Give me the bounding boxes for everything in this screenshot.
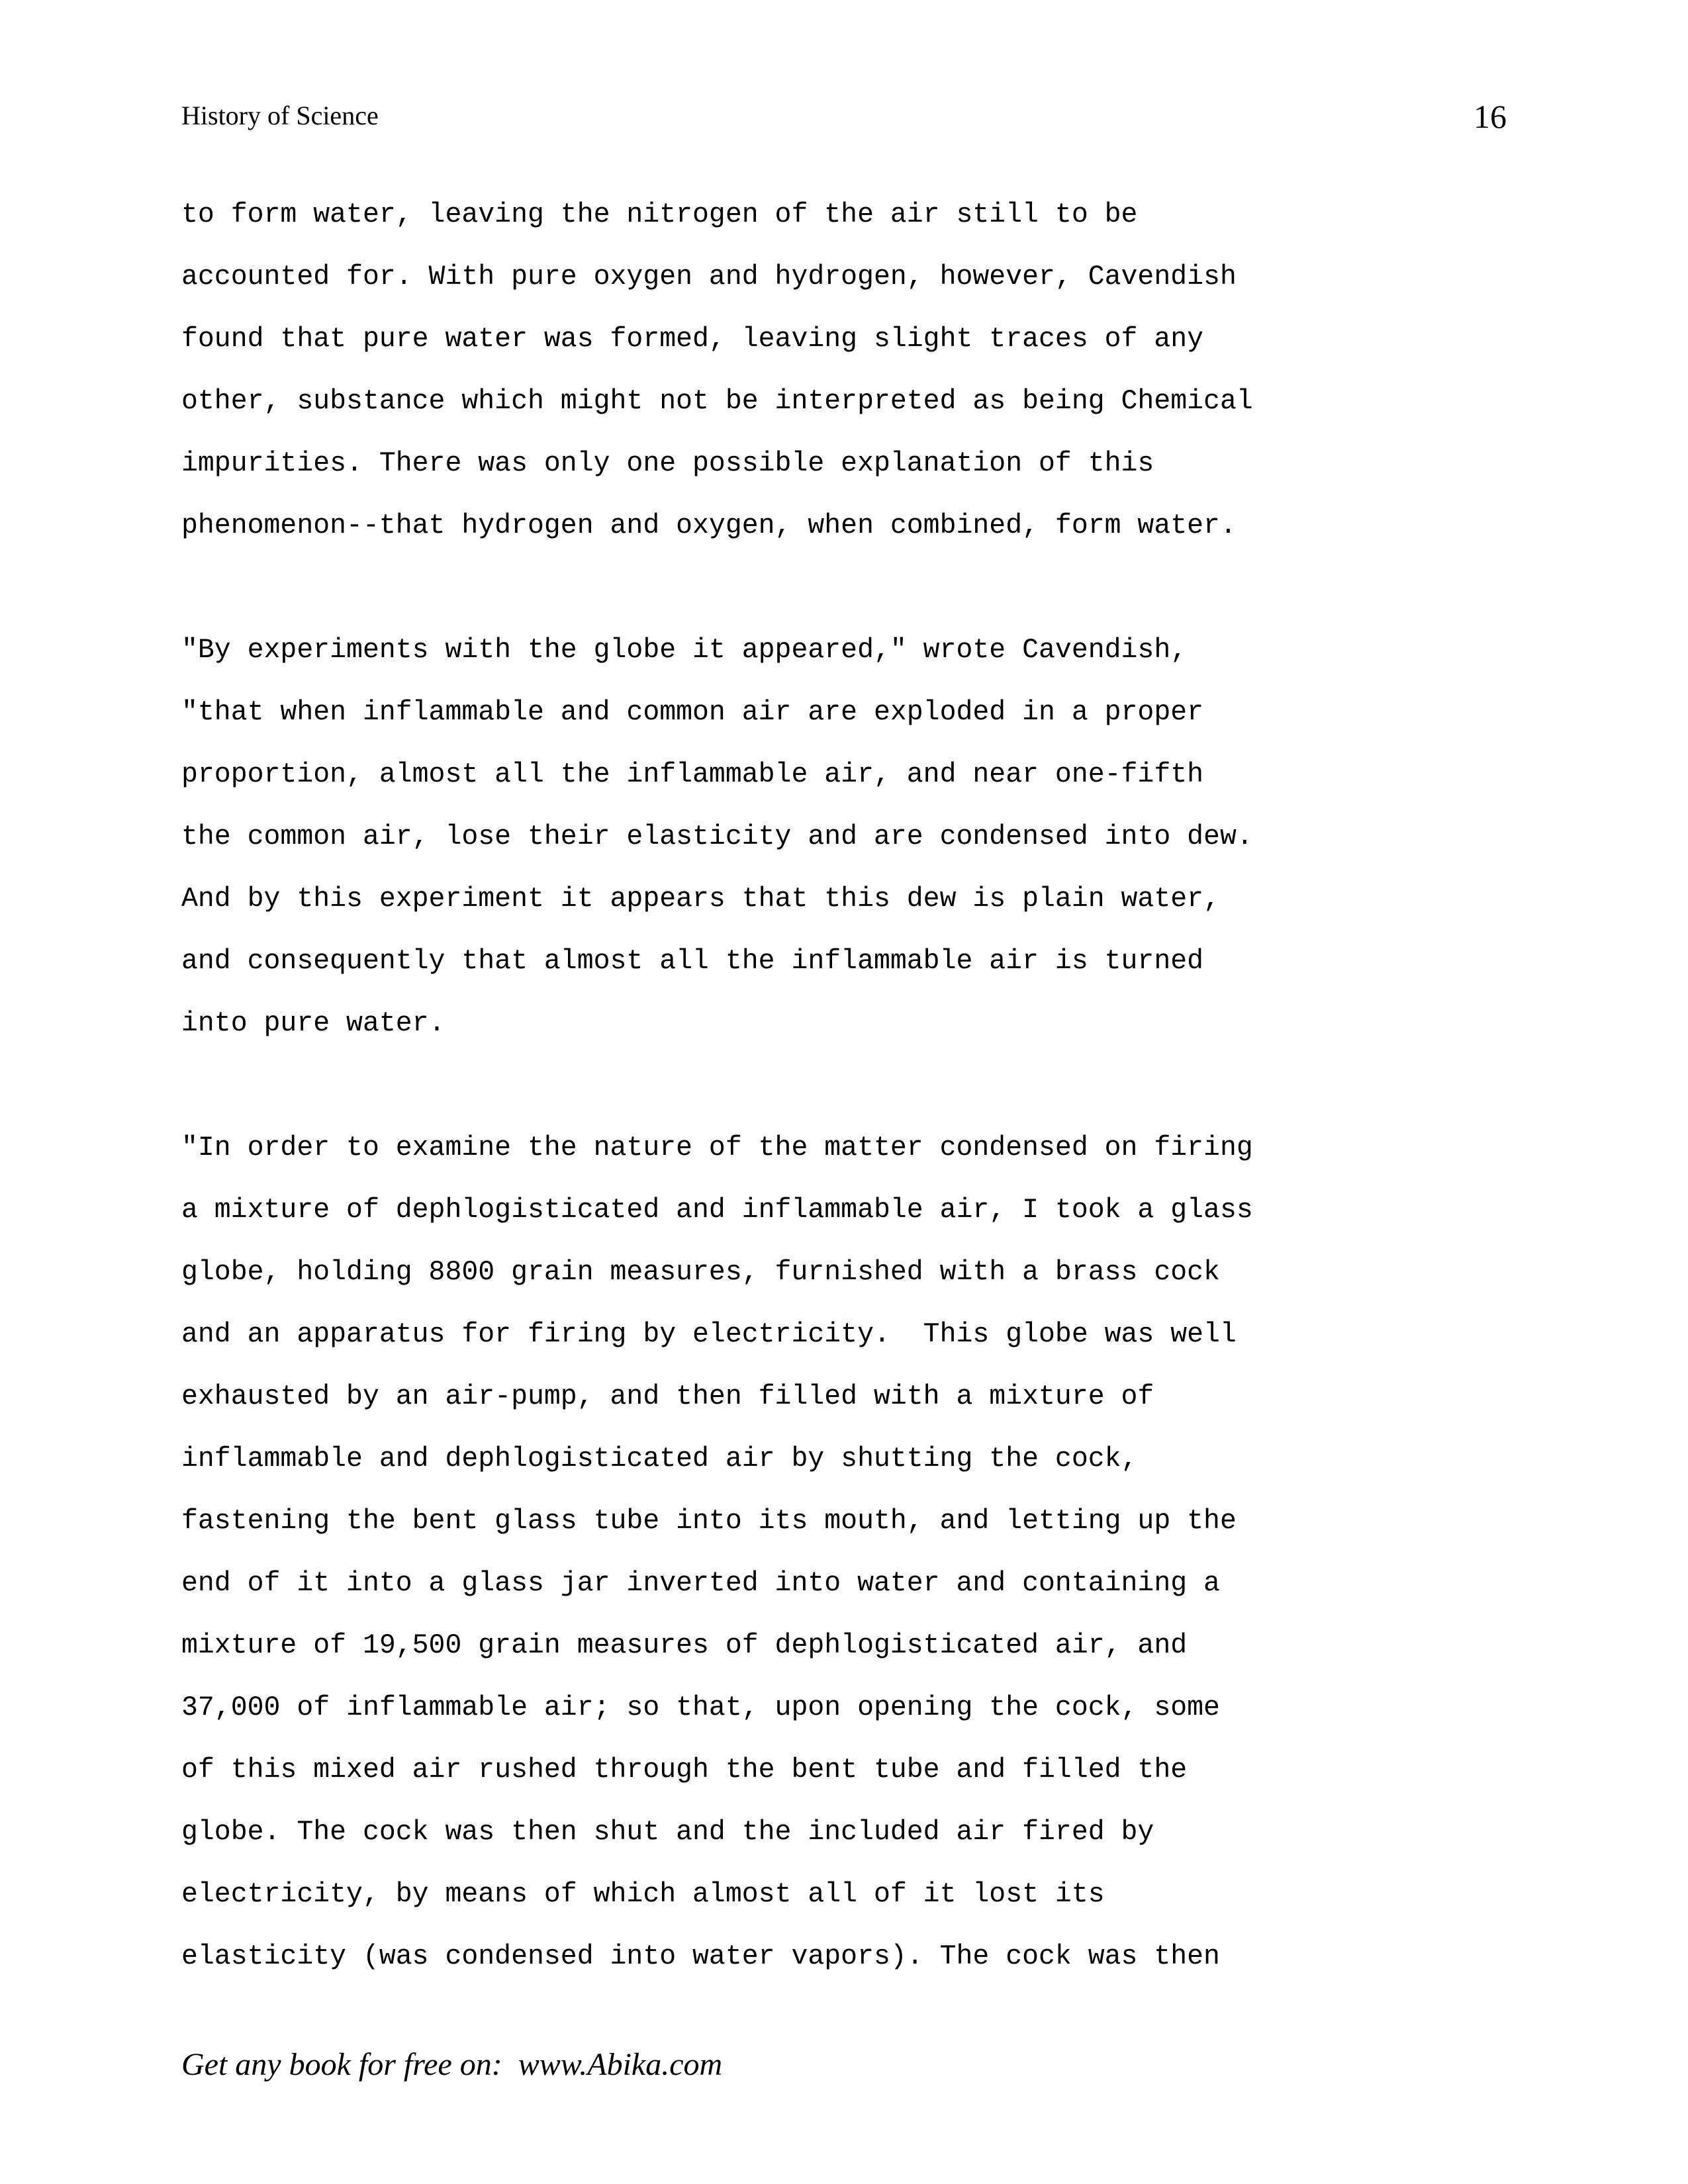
text-line: mixture of 19,500 grain measures of dephlogisticated air, and (181, 1630, 1188, 1661)
text-line: globe. The cock was then shut and the included air fired by (181, 1817, 1154, 1848)
running-header-title: History of Science (181, 101, 379, 130)
text-line: electricity, by means of which almost all of it lost its (181, 1879, 1105, 1910)
text-line: of this mixed air rushed through the bent tube and filled the (181, 1754, 1188, 1786)
text-line: And by this experiment it appears that this dew is plain water, (181, 884, 1220, 915)
text-line: phenomenon--that hydrogen and oxygen, when combined, form water. (181, 510, 1237, 541)
text-line: impurities. There was only one possible explanation of this (181, 448, 1154, 479)
text-line: other, substance which might not be interpreted as being Chemical (181, 386, 1253, 417)
text-line: exhausted by an air-pump, and then filled with a mixture of (181, 1381, 1154, 1412)
text-line: "By experiments with the globe it appeared," wrote Cavendish, (181, 635, 1188, 666)
text-line: found that pure water was formed, leaving slight traces of any (181, 324, 1204, 355)
text-line: the common air, lose their elasticity and are condensed into dew. (181, 821, 1253, 852)
text-line: proportion, almost all the inflammable air, and near one-fifth (181, 759, 1204, 790)
text-line: end of it into a glass jar inverted into water and containing a (181, 1568, 1220, 1599)
text-line: accounted for. With pure oxygen and hydrogen, however, Cavendish (181, 261, 1237, 293)
text-line: "In order to examine the nature of the matter condensed on firing (181, 1132, 1253, 1163)
text-line: and an apparatus for firing by electricity. This globe was well (181, 1319, 1237, 1350)
text-line: inflammable and dephlogisticated air by shutting the cock, (181, 1443, 1138, 1475)
text-line: elasticity (was condensed into water vapors). The cock was then (181, 1941, 1220, 1972)
text-line: "that when inflammable and common air are exploded in a proper (181, 697, 1204, 728)
footer-promo-text: Get any book for free on: www.Abika.com (181, 2047, 723, 2082)
text-line: globe, holding 8800 grain measures, furnished with a brass cock (181, 1257, 1220, 1288)
text-line: 37,000 of inflammable air; so that, upon opening the cock, some (181, 1692, 1220, 1723)
page-number: 16 (1474, 98, 1507, 135)
text-line: and consequently that almost all the inflammable air is turned (181, 946, 1204, 977)
text-line: to form water, leaving the nitrogen of the air still to be (181, 199, 1138, 230)
text-line: fastening the bent glass tube into its mouth, and letting up the (181, 1506, 1237, 1537)
text-line: into pure water. (181, 1008, 445, 1039)
text-line: a mixture of dephlogisticated and inflammable air, I took a glass (181, 1195, 1253, 1226)
